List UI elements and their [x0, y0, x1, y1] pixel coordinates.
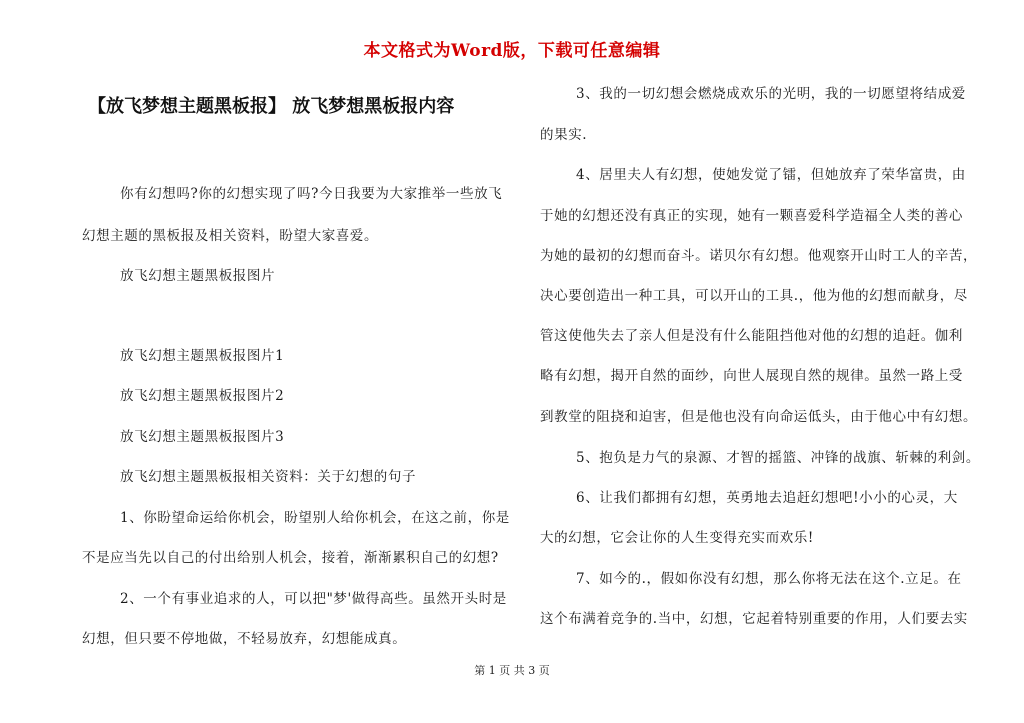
- left-line-7: 放飞幻想主题黑板报相关资料：关于幻想的句子: [120, 469, 417, 485]
- left-line-1: 你有幻想吗?你的幻想实现了吗?今日我要为大家推举一些放飞: [120, 186, 503, 202]
- left-line-8: 1、你盼望命运给你机会，盼望别人给你机会，在这之前，你是: [120, 510, 510, 526]
- document-banner: 本文格式为Word版，下载可任意编辑: [363, 41, 661, 61]
- right-line-8: 略有幻想，揭开自然的面纱，向世人展现自然的规律。虽然一路上受: [540, 368, 963, 384]
- left-line-10: 2、一个有事业追求的人，可以把"梦'做得高些。虽然开头时是: [120, 591, 507, 607]
- left-line-2: 幻想主题的黑板报及相关资料，盼望大家喜爱。: [82, 228, 379, 244]
- right-line-6: 决心要创造出一种工具，可以开山的工具.，他为他的幻想而献身，尽: [540, 288, 968, 304]
- right-line-3: 4、居里夫人有幻想，使她发觉了镭，但她放弃了荣华富贵，由: [576, 167, 966, 183]
- right-line-5: 为她的最初的幻想而奋斗。诺贝尔有幻想。他观察开山时工人的辛苦，: [540, 248, 978, 264]
- right-line-14: 这个布满着竞争的.当中，幻想，它起着特别重要的作用，人们要去实: [540, 611, 968, 627]
- left-line-5: 放飞幻想主题黑板报图片2: [120, 388, 285, 404]
- right-line-7: 管这使他失去了亲人但是没有什么能阻挡他对他的幻想的追赶。伽利: [540, 328, 963, 344]
- right-line-10: 5、抱负是力气的泉源、才智的摇篮、冲锋的战旗、斩棘的利剑。: [576, 450, 980, 466]
- right-line-4: 于她的幻想还没有真正的实现，她有一颗喜爱科学造福全人类的善心: [540, 208, 963, 224]
- left-line-11: 幻想，但只要不停地做，不轻易放弃，幻想能成真。: [82, 631, 407, 647]
- right-line-9: 到教堂的阻挠和迫害，但是他也没有向命运低头，由于他心中有幻想。: [540, 409, 978, 425]
- right-line-11: 6、让我们都拥有幻想，英勇地去追赶幻想吧!小小的心灵，大: [576, 490, 958, 506]
- left-line-4: 放飞幻想主题黑板报图片1: [120, 348, 285, 364]
- left-line-9: 不是应当先以自己的付出给别人机会，接着，渐渐累积自己的幻想?: [82, 550, 499, 566]
- left-line-6: 放飞幻想主题黑板报图片3: [120, 429, 285, 445]
- right-line-2: 的果实.: [540, 127, 588, 143]
- page-number-footer: 第 1 页 共 3 页: [474, 664, 550, 677]
- right-line-13: 7、如今的.，假如你没有幻想，那么你将无法在这个.立足。在: [576, 571, 962, 587]
- document-title: 【放飞梦想主题黑板报】 放飞梦想黑板报内容: [88, 96, 455, 117]
- left-line-3: 放飞幻想主题黑板报图片: [120, 268, 276, 284]
- right-line-12: 大的幻想，它会让你的人生变得充实而欢乐!: [540, 530, 814, 546]
- right-line-1: 3、我的一切幻想会燃烧成欢乐的光明，我的一切愿望将结成爱: [576, 86, 966, 102]
